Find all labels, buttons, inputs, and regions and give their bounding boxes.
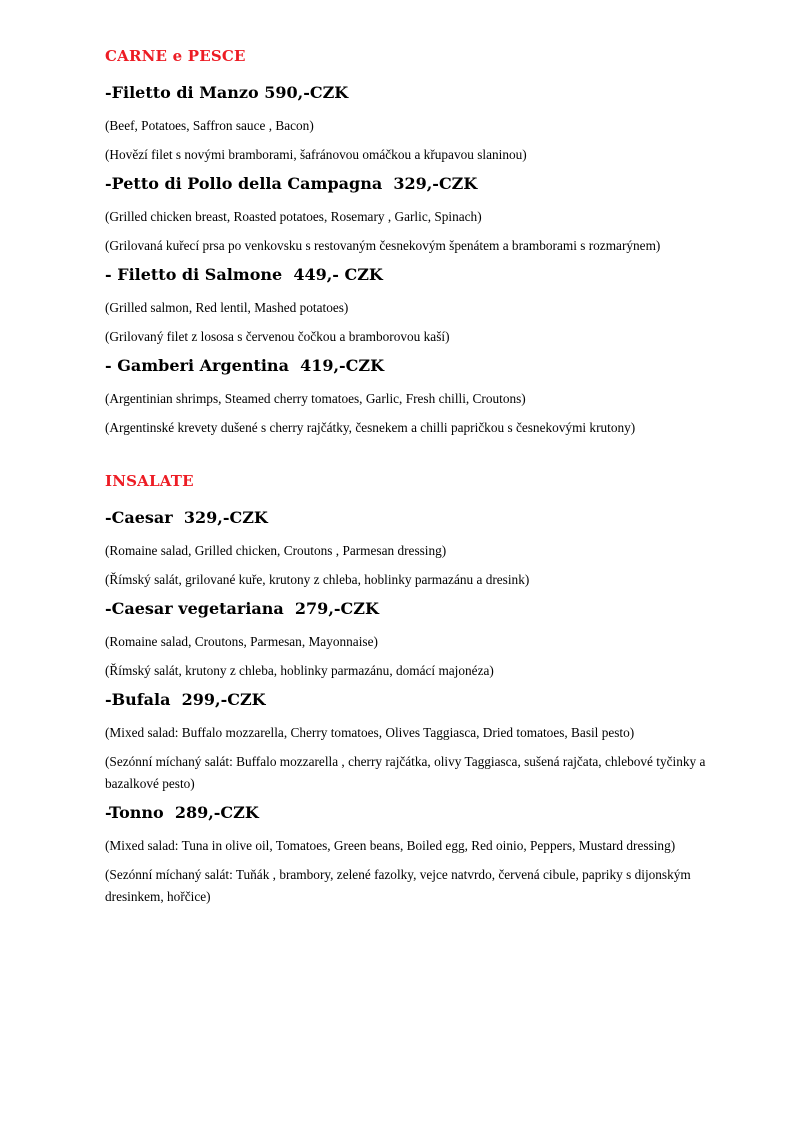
menu-item-description-en: (Romaine salad, Grilled chicken, Croutons , Parmesan dressing)	[105, 543, 447, 558]
menu-item-description-cz: (Argentinské krevety dušené s cherry rajčátky, česnekem a chilli papričkou s česnekovými krutony)	[105, 420, 636, 435]
menu-item-description-cz: (Grilovaný filet z lososa s červenou čočkou a bramborovou kaší)	[105, 329, 450, 344]
menu-item	[105, 802, 724, 908]
menu-item-title: -Petto di Pollo della Campagna 329,-CZK	[105, 174, 478, 193]
menu-item-description-en: (Mixed salad: Tuna in olive oil, Tomatoes, Green beans, Boiled egg, Red oinio, Peppers, Mustard dressing)	[105, 838, 676, 853]
menu-section	[105, 472, 724, 908]
menu-item-title: -Bufala 299,-CZK	[105, 690, 266, 709]
menu-item-description-cz: (Sezónní míchaný salát: Buffalo mozzarella , cherry rajčátka, olivy Taggiasca, sušená rajčata, chlebové tyčinky a bazalkové pesto)	[105, 754, 709, 791]
menu-item	[105, 173, 724, 257]
menu-item-description-en: (Grilled salmon, Red lentil, Mashed potatoes)	[105, 300, 349, 315]
menu-item-description-cz: (Sezónní míchaný salát: Tuňák , brambory, zelené fazolky, vejce natvrdo, červená cibule, papriky s dijonským dresinkem, hořčice)	[105, 867, 695, 904]
menu-item	[105, 507, 724, 591]
menu-item-description-cz: (Římský salát, grilované kuře, krutony z chleba, hoblinky parmazánu a dresink)	[105, 572, 530, 587]
menu-item-title: - Gamberi Argentina 419,-CZK	[105, 356, 384, 375]
menu-item-description-cz: (Hovězí filet s novými bramborami, šafránovou omáčkou a křupavou slaninou)	[105, 147, 527, 162]
menu-item-title: -Caesar vegetariana 279,-CZK	[105, 599, 379, 618]
menu-item-description-cz: (Římský salát, krutony z chleba, hoblinky parmazánu, domácí majonéza)	[105, 663, 494, 678]
menu-item-description-en: (Romaine salad, Croutons, Parmesan, Mayonnaise)	[105, 634, 378, 649]
menu-item-title: - Filetto di Salmone 449,- CZK	[105, 265, 383, 284]
menu-item	[105, 82, 724, 166]
section-heading: INSALATE	[105, 472, 194, 490]
menu-item-description-en: (Argentinian shrimps, Steamed cherry tomatoes, Garlic, Fresh chilli, Croutons)	[105, 391, 526, 406]
menu-item-title: -Tonno 289,-CZK	[105, 803, 259, 822]
menu-item	[105, 264, 724, 348]
menu-section	[105, 47, 724, 439]
menu-item	[105, 598, 724, 682]
menu-item-description-en: (Grilled chicken breast, Roasted potatoes, Rosemary , Garlic, Spinach)	[105, 209, 482, 224]
menu-item-description-en: (Beef, Potatoes, Saffron sauce , Bacon)	[105, 118, 314, 133]
section-heading: CARNE e PESCE	[105, 47, 246, 65]
menu-item	[105, 355, 724, 439]
menu-item	[105, 689, 724, 795]
menu-item-title: -Caesar 329,-CZK	[105, 508, 268, 527]
menu-item-description-en: (Mixed salad: Buffalo mozzarella, Cherry tomatoes, Olives Taggiasca, Dried tomatoes, Basil pesto)	[105, 725, 635, 740]
menu-item-title: -Filetto di Manzo 590,-CZK	[105, 83, 349, 102]
section-items	[105, 507, 724, 908]
menu-item-description-cz: (Grilovaná kuřecí prsa po venkovsku s restovaným česnekovým špenátem a bramborami s rozmarýnem)	[105, 238, 661, 253]
menu-sections	[105, 47, 724, 908]
section-items	[105, 82, 724, 439]
